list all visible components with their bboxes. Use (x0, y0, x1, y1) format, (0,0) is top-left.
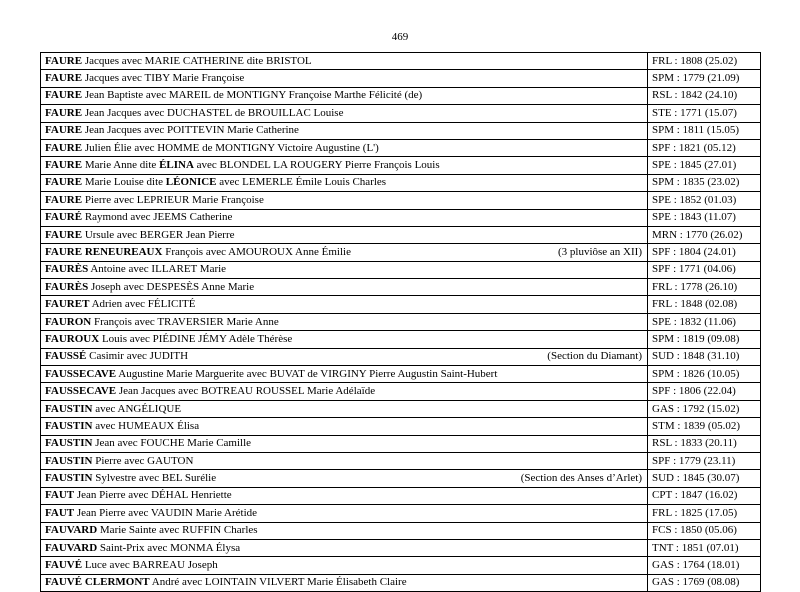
entry-cell (41, 539, 648, 556)
surname: FAURE (45, 89, 83, 102)
entry-cell (41, 418, 648, 435)
reference-cell: MRN : 1770 (26.02) (648, 226, 761, 243)
entry-text: Saint-Prix avec MONMA Élysa (97, 541, 241, 554)
reference-cell: SPF : 1806 (22.04) (648, 383, 761, 400)
entry-text: Pierre avec LEPRIEUR Marie Françoise (82, 193, 264, 206)
reference-cell: FCS : 1850 (05.06) (648, 522, 761, 539)
table-row (41, 383, 761, 400)
entry-cell (41, 522, 648, 539)
entry-text: Jean Jacques avec POITTEVIN Marie Catherine (82, 124, 299, 137)
entry-text: Marie Louise dite (82, 176, 166, 189)
table-row (41, 452, 761, 469)
entry-text: Jean Pierre avec VAUDIN Marie Arétide (74, 506, 258, 519)
entry-cell (41, 400, 648, 417)
reference-cell: GAS : 1764 (18.01) (648, 557, 761, 574)
reference-cell: FRL : 1825 (17.05) (648, 505, 761, 522)
surname: FAUT (45, 506, 75, 519)
reference-cell: RSL : 1842 (24.10) (648, 87, 761, 104)
register-table (40, 52, 761, 592)
surname: FAUSTIN (45, 402, 93, 415)
reference-cell: FRL : 1848 (02.08) (648, 296, 761, 313)
table-row (41, 174, 761, 191)
entry-cell (41, 174, 648, 191)
register-body (41, 53, 761, 592)
entry-cell (41, 348, 648, 365)
surname: FAURON (45, 315, 92, 328)
entry-text-continued: avec LEMERLE Émile Louis Charles (216, 176, 387, 189)
entry-cell (41, 505, 648, 522)
surname: FAURET (45, 298, 90, 311)
entry-cell (41, 226, 648, 243)
table-row (41, 435, 761, 452)
entry-cell (41, 383, 648, 400)
entry-cell (41, 557, 648, 574)
reference-cell: SPE : 1832 (11.06) (648, 313, 761, 330)
entry-note: (Section du Diamant) (547, 350, 642, 363)
surname: FAUSTIN (45, 472, 93, 485)
reference-cell: SPF : 1804 (24.01) (648, 244, 761, 261)
entry-cell (41, 487, 648, 504)
entry-text: Jean Jacques avec DUCHASTEL de BROUILLAC Louise (82, 106, 344, 119)
entry-text: Antoine avec ILLARET Marie (88, 263, 227, 276)
table-row (41, 296, 761, 313)
table-row (41, 87, 761, 104)
entry-cell (41, 313, 648, 330)
entry-text: Casimir avec JUDITH (86, 350, 189, 363)
table-row (41, 331, 761, 348)
entry-text: Pierre avec GAUTON (92, 454, 194, 467)
reference-cell: SPF : 1779 (23.11) (648, 452, 761, 469)
entry-note: (3 pluviôse an XII) (557, 245, 642, 258)
table-row (41, 53, 761, 70)
entry-cell (41, 470, 648, 487)
entry-text-continued: avec BLONDEL LA ROUGERY Pierre François Louis (193, 159, 440, 172)
reference-cell: STE : 1771 (15.07) (648, 105, 761, 122)
surname: FAURÈS (45, 263, 89, 276)
reference-cell: SPM : 1819 (09.08) (648, 331, 761, 348)
surname: FAURE RENEUREAUX (45, 245, 163, 258)
surname: FAURE (45, 106, 83, 119)
entry-cell (41, 279, 648, 296)
surname: FAURE (45, 141, 83, 154)
table-row (41, 574, 761, 591)
table-row (41, 192, 761, 209)
entry-text: Luce avec BARREAU Joseph (82, 559, 218, 572)
reference-cell: SPE : 1843 (11.07) (648, 209, 761, 226)
entry-text: Jean avec FOUCHE Marie Camille (92, 437, 252, 450)
surname: FAUSSECAVE (45, 367, 117, 380)
reference-cell: SPM : 1779 (21.09) (648, 70, 761, 87)
entry-text: Jean Jacques avec BOTREAU ROUSSEL Marie Adélaïde (116, 385, 376, 398)
reference-cell: TNT : 1851 (07.01) (648, 539, 761, 556)
table-row (41, 505, 761, 522)
entry-text: Marie Anne dite (82, 159, 160, 172)
entry-cell (41, 192, 648, 209)
entry-cell (41, 244, 648, 261)
table-row (41, 157, 761, 174)
table-row (41, 366, 761, 383)
table-row (41, 487, 761, 504)
entry-cell (41, 366, 648, 383)
table-row (41, 261, 761, 278)
surname: FAUSSECAVE (45, 385, 117, 398)
table-row (41, 539, 761, 556)
entry-cell (41, 331, 648, 348)
entry-cell (41, 105, 648, 122)
entry-text: François avec TRAVERSIER Marie Anne (91, 315, 279, 328)
table-row (41, 122, 761, 139)
entry-cell (41, 435, 648, 452)
surname: FAUSTIN (45, 454, 93, 467)
surname: FAUSTIN (45, 437, 93, 450)
table-row (41, 313, 761, 330)
table-row (41, 418, 761, 435)
surname: FAURE (45, 176, 83, 189)
surname: FAURE (45, 72, 83, 85)
reference-cell: SUD : 1848 (31.10) (648, 348, 761, 365)
reference-cell: SPE : 1845 (27.01) (648, 157, 761, 174)
entry-text: Julien Élie avec HOMME de MONTIGNY Victoire Augustine (L') (82, 141, 379, 154)
entry-cell (41, 296, 648, 313)
table-row (41, 244, 761, 261)
surname: FAUSTIN (45, 419, 93, 432)
surname: FAURE (45, 54, 83, 67)
surname: FAUVARD (45, 541, 98, 554)
surname: FAUVÉ CLERMONT (45, 576, 150, 589)
surname: FAURÉ (45, 211, 83, 224)
entry-text: Adrien avec FÉLICITÉ (89, 298, 196, 311)
entry-note: (Section des Anses d’Arlet) (520, 472, 642, 485)
entry-text: André avec LOINTAIN VILVERT Marie Élisabeth Claire (149, 576, 407, 589)
entry-cell (41, 122, 648, 139)
entry-text: Jean Baptiste avec MAREIL de MONTIGNY Françoise Marthe Félicité (de) (82, 89, 423, 102)
reference-cell: CPT : 1847 (16.02) (648, 487, 761, 504)
entry-text: avec HUMEAUX Élisa (92, 419, 200, 432)
entry-cell (41, 261, 648, 278)
table-row (41, 105, 761, 122)
entry-text: Jacques avec MARIE CATHERINE dite BRISTOL (82, 54, 312, 67)
entry-cell (41, 209, 648, 226)
entry-text: Augustine Marie Marguerite avec BUVAT de VIRGINY Pierre Augustin Saint-Hubert (116, 367, 498, 380)
entry-text: Jean Pierre avec DÉHAL Henriette (74, 489, 232, 502)
surname: FAUVÉ (45, 559, 83, 572)
entry-text: Marie Sainte avec RUFFIN Charles (97, 524, 258, 537)
reference-cell: SPM : 1826 (10.05) (648, 366, 761, 383)
entry-text: Raymond avec JEEMS Catherine (82, 211, 233, 224)
reference-cell: GAS : 1792 (15.02) (648, 400, 761, 417)
entry-text: Ursule avec BERGER Jean Pierre (82, 228, 235, 241)
surname: FAUT (45, 489, 75, 502)
entry-text: François avec AMOUROUX Anne Émilie (162, 245, 351, 258)
surname: FAURE (45, 228, 83, 241)
entry-text: Jacques avec TIBY Marie Françoise (82, 72, 245, 85)
table-row (41, 470, 761, 487)
reference-cell: SPF : 1771 (04.06) (648, 261, 761, 278)
entry-cell (41, 139, 648, 156)
surname: FAURE (45, 159, 83, 172)
table-row (41, 522, 761, 539)
entry-text: Louis avec PIÉDINE JÉMY Adèle Thérèse (99, 332, 293, 345)
reference-cell: GAS : 1769 (08.08) (648, 574, 761, 591)
surname: FAUVARD (45, 524, 98, 537)
page-number: 469 (391, 31, 409, 43)
table-row (41, 279, 761, 296)
entry-cell (41, 452, 648, 469)
entry-text: avec ANGÉLIQUE (92, 402, 182, 415)
surname: FAURE (45, 124, 83, 137)
surname: FAUSSÉ (45, 350, 87, 363)
nickname: ÉLINA (159, 159, 194, 172)
reference-cell: STM : 1839 (05.02) (648, 418, 761, 435)
entry-cell (41, 53, 648, 70)
entry-cell (41, 87, 648, 104)
entry-cell (41, 70, 648, 87)
entry-text: Joseph avec DESPESÈS Anne Marie (88, 280, 255, 293)
nickname: LÉONICE (165, 176, 217, 189)
table-row (41, 209, 761, 226)
reference-cell: SPF : 1821 (05.12) (648, 139, 761, 156)
entry-text: Sylvestre avec BEL Surélie (92, 472, 217, 485)
reference-cell: SUD : 1845 (30.07) (648, 470, 761, 487)
table-row (41, 139, 761, 156)
table-row (41, 400, 761, 417)
reference-cell: RSL : 1833 (20.11) (648, 435, 761, 452)
entry-cell (41, 574, 648, 591)
reference-cell: SPM : 1811 (15.05) (648, 122, 761, 139)
reference-cell: SPM : 1835 (23.02) (648, 174, 761, 191)
entry-cell (41, 157, 648, 174)
surname: FAURE (45, 193, 83, 206)
table-row (41, 70, 761, 87)
reference-cell: SPE : 1852 (01.03) (648, 192, 761, 209)
table-row (41, 348, 761, 365)
reference-cell: FRL : 1808 (25.02) (648, 53, 761, 70)
table-row (41, 226, 761, 243)
reference-cell: FRL : 1778 (26.10) (648, 279, 761, 296)
surname: FAUROUX (45, 332, 100, 345)
table-row (41, 557, 761, 574)
surname: FAURÈS (45, 280, 89, 293)
